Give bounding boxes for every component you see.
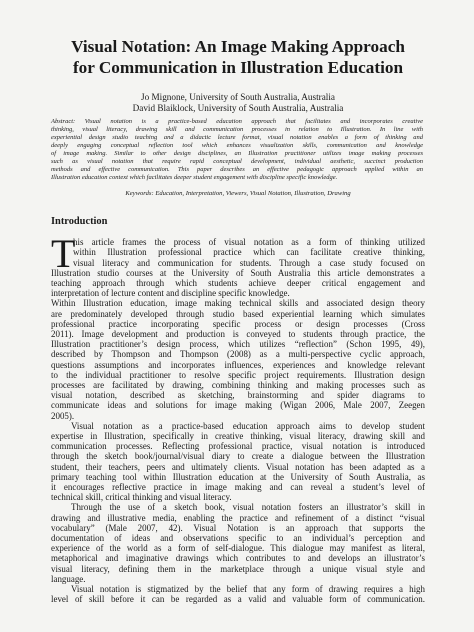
body-line: vocabulary” (Male 2007, 42). Visual Notation is an approach that supports the <box>51 522 425 533</box>
drop-cap: T <box>51 231 76 277</box>
body-line: communication processes. Reflecting professional practice, visual notation is introduced <box>51 441 425 452</box>
section-heading-introduction: Introduction <box>51 216 108 228</box>
body-line: technical skill, critical thinking and visual literacy. <box>51 492 232 503</box>
body-line: processes are facilitated by drawing, combining thinking and making processes such as <box>51 380 425 391</box>
abstract-line: methods and effective communication. This paper describes an effective pedagogic approach applied within an <box>51 166 423 174</box>
abstract-line: Illustration education context which facilitates deeper student engagement with discipline specific knowledge. <box>51 174 338 182</box>
author-list <box>51 92 425 115</box>
body-line: visual literacy, defining them in the marketplace through a unique visual style and <box>51 563 425 574</box>
author-2: David Blaiklock, University of South Australia, Australia <box>132 103 344 114</box>
paper-title <box>51 36 425 78</box>
author-1: Jo Mignone, University of South Australia, Australia <box>141 92 335 102</box>
body-line: Illustration studio courses at the University of South Australia this article demonstrates a <box>51 267 425 278</box>
body-line: experience of the world as a form of self-dialogue. This dialogue may manifest as literal, <box>51 543 425 554</box>
body-line: Through the use of a sketch book, visual notation fosters an illustrator’s skill in <box>71 502 425 513</box>
body-line: drawing and illustrative media, enabling the practice and refinement of a distinct “visual <box>51 512 425 523</box>
body-line: 2005). <box>51 410 75 421</box>
body-line: described by Thompson and Thompson (2008) as a multi-perspective cyclic approach, <box>51 349 425 360</box>
introduction-body <box>51 231 425 605</box>
abstract-line: such as visual notation that require rapid conceptual development, individual aesthetic, succinct production <box>51 158 423 166</box>
title-line-2: for Communication in Illustration Education <box>72 58 404 77</box>
body-line: within Illustration professional practice which can facilitate creative thinking, <box>73 247 425 258</box>
body-line: it encourages reflective practice in image making and can reveal a student’s level of <box>51 482 425 493</box>
body-line: communicate ideas and solutions for image making (Wigan 2006, Male 2007, Zeegen <box>51 400 425 411</box>
body-line: visual literacy and communication for students. Through a case study focused on <box>73 257 425 268</box>
body-line: Illustration practitioner’s design process, which utilizes “reflection” (Schon 1995, 49), <box>51 339 425 350</box>
keywords: Keywords: Education, Interpretation, Viewers, Visual Notation, Illustration, Drawing <box>125 190 351 198</box>
body-line: 2011). Image development and production is conveyed to students through practice, the <box>51 329 425 340</box>
body-line: interpretation of lecture content and discipline specific knowledge. <box>51 288 290 299</box>
abstract-line: thinking, visual literacy, drawing skill and communication processes in relation to Illustration. In line with <box>51 125 423 133</box>
body-line: documentation of ideas and observations specific to an individual’s perception and <box>51 533 425 544</box>
body-line: are predominately developed through studio based experiential learning which simulates <box>51 308 425 319</box>
body-line: teaching approach through which students achieve deeper critical engagement and <box>51 278 425 288</box>
body-line: metaphorical and imaginative drawings which contributes to and develops an illustrator’s <box>51 553 425 564</box>
abstract-line: deeply engaging conceptual reflection tool which enhances visualization skills, communication and knowledge <box>51 141 423 149</box>
body-line: Visual notation as a practice-based education approach aims to develop student <box>71 420 425 431</box>
body-line: language. <box>51 573 86 584</box>
body-line: visual notation, described as sketching, brainstorming and spider diagrams to <box>51 390 425 401</box>
body-line: to the individual practitioner to resolve specific project requirements. Illustration design <box>51 369 425 380</box>
body-line: questions assumptions and incorporates influences, experiences and knowledge relevant <box>51 359 425 370</box>
body-lines <box>51 268 425 605</box>
abstract-line: Abstract: Visual notation is a practice-based education approach that facilitates and incorporates creative <box>51 117 423 125</box>
body-line: through the sketch book/journal/visual diary to create a dialogue between the Illustration <box>51 451 425 462</box>
body-line: student, their teachers, peers and ultimately clients. Visual notation has been adapted as a <box>51 461 425 472</box>
body-line: professional practice incorporating specific process or design processes (Cross <box>51 318 425 329</box>
title-line-1: Visual Notation: An Image Making Approach <box>71 37 405 56</box>
body-line: his article frames the process of visual notation as a form of thinking utilized <box>73 237 425 248</box>
body-line: Within Illustration education, image making technical skills and associated design theory <box>51 298 425 309</box>
abstract-line: experiential design studio teaching and a didactic lecture format, visual notation enables a form of thinking and <box>51 133 423 141</box>
body-line: level of skill before it can be regarded as a valid and valuable form of communication. <box>51 594 425 605</box>
body-line: primary teaching tool within Illustration education at the University of South Australia, as <box>51 471 425 482</box>
body-line: Visual notation is stigmatized by the belief that any form of drawing requires a high <box>71 584 425 595</box>
body-line: expertise in Illustration, specifically in creative thinking, visual literacy, drawing skill and <box>51 431 425 442</box>
abstract-line: of image making. Similar to other design disciplines, an Illustration practitioner utilizes image making processes <box>51 150 423 157</box>
abstract <box>51 118 423 182</box>
